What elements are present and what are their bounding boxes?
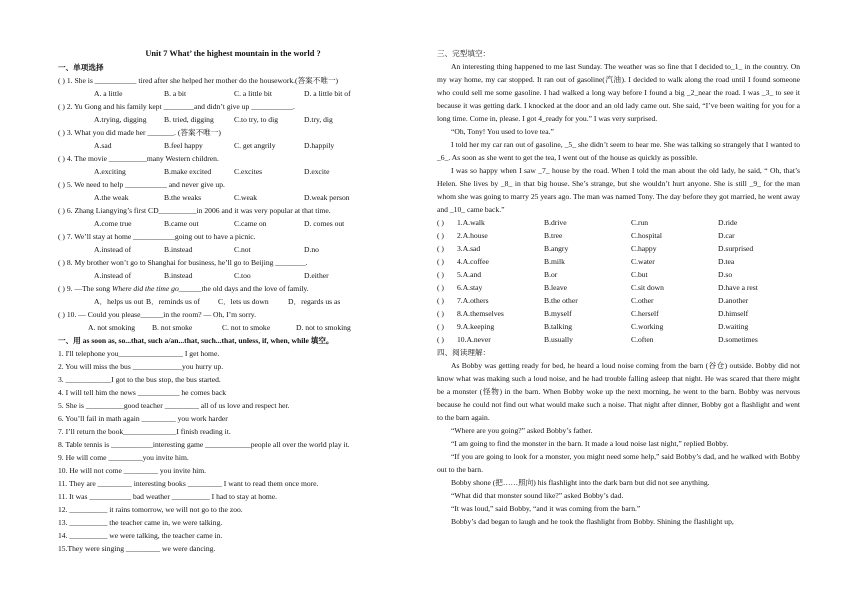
cloze-option-cell: B.drive <box>544 218 567 227</box>
cloze-option-cell: B.the other <box>544 296 578 305</box>
cloze-option-row <box>437 229 800 242</box>
right-column <box>437 47 800 528</box>
cloze-option-row <box>437 216 800 229</box>
cloze-option-cell: 9.A.keeping <box>457 322 495 331</box>
cloze-option-cell: C.often <box>631 335 654 344</box>
option-text: B.the weaks <box>164 193 202 202</box>
fill-in-sentence: 6. You’ll fail in math again _________ you work harder <box>58 414 228 423</box>
cloze-option-cell: C.working <box>631 322 664 331</box>
cloze-option-cell: D.car <box>718 231 735 240</box>
song-title: Where did the time go <box>112 284 179 293</box>
option-text: D.either <box>304 271 329 280</box>
fill-in-list <box>58 347 408 555</box>
cloze-paragraph: I was so happy when I saw _7_ house by the road. When I told the man about the old lady, he said, “ Oh, that’s Helen. She lives by _8_ in that big house. She’s strange, but she wouldn’t hurt anyone. She is still _9_ for the man whom she was going to marry 25 years ago. The man was named Tony. The day before they got married, he went away and _10_ came back.” <box>437 166 800 214</box>
cloze-option-cell: C.other <box>631 296 654 305</box>
question-item <box>58 230 408 256</box>
cloze-option-cell: ( ) <box>437 218 444 227</box>
cloze-option-cell: B.milk <box>544 257 565 266</box>
cloze-option-cell: D.sometimes <box>718 335 758 344</box>
fill-in-sentence: 15.They were singing _________ we were dancing. <box>58 544 216 553</box>
cloze-paragraph: An interesting thing happened to me last Sunday. The weather was so fine that I decided to_1_ in the country. On my way home, my car stopped. It ran out of gasoline(汽油). I decided to walk along the road until I found someone who could sell me some gasoline. I had walked a long way before I found a big _2_near the road. I was _3_ to see it because it was getting dark. I knocked at the door and an old lady came out. She said, “I’ve been waiting for you for a long time. Come in, please. I got 4_ready for you.” I was very surprised. <box>437 62 800 123</box>
section-reading-heading: 四、阅读理解： <box>437 348 491 357</box>
option-text: C.excites <box>234 167 263 176</box>
fill-in-sentence: 8. Table tennis is ___________interesting game ____________people all over the world play it. <box>58 440 350 449</box>
fill-in-sentence: 12. __________ it rains tomorrow, we will not go to the zoo. <box>58 505 243 514</box>
cloze-option-cell: C.sit down <box>631 283 664 292</box>
cloze-option-cell: C.but <box>631 270 648 279</box>
option-text: C. a little bit <box>234 89 272 98</box>
cloze-option-cell: C.happy <box>631 244 657 253</box>
fill-in-sentence: 9. He will come _________you invite him. <box>58 453 189 462</box>
reading-paragraph: “What did that monster sound like?” asked Bobby’s dad. <box>451 491 624 500</box>
question-text: ( ) 3. What you did made her _______. (答案不唯一) <box>58 128 221 137</box>
cloze-option-cell: ( ) <box>437 231 444 240</box>
cloze-option-row <box>437 294 800 307</box>
question-text: ( ) 2. Yu Gong and his family kept ________and didn’t give up ___________. <box>58 102 295 111</box>
option-text: C.to try, to dig <box>234 115 279 124</box>
cloze-options-list <box>437 216 800 346</box>
section-multiple-choice-heading: 一、单项选择 <box>58 63 104 72</box>
reading-paragraph: Bobby’s dad began to laugh and he took the flashlight from Bobby. Shining the flashlight up, <box>451 517 734 526</box>
cloze-option-cell: B.or <box>544 270 558 279</box>
option-text: B. a bit <box>164 89 187 98</box>
question-9-options: A．helps us out B．reminds us of C．lets us down D．regards us as <box>94 297 341 306</box>
cloze-option-row <box>437 268 800 281</box>
fill-in-sentence: 5. She is __________good teacher _________ all of us love and respect her. <box>58 401 290 410</box>
cloze-option-cell: B.myself <box>544 309 572 318</box>
reading-paragraph: Bobby shone (把……照向) his flashlight into the dark barn but did not see anything. <box>451 478 710 487</box>
reading-paragraph: As Bobby was getting ready for bed, he heard a loud noise coming from the barn (谷仓) outside. Bobby did not know what was making such a loud noise, and he had trouble falling asleep that night. He was scared that there might be a monster (怪物) in the barn. When Bobby woke up the next morning, he went to the barn. Bobby was nervous because he could not find out what would make such a noise. That night after dinner, Bobby got a flashlight and went to the barn again. <box>437 361 800 422</box>
cloze-paragraph: “Oh, Tony! You used to love tea.” <box>451 127 554 136</box>
question-item <box>58 74 408 100</box>
question-options <box>58 269 408 282</box>
option-text: A.exciting <box>94 167 126 176</box>
cloze-option-cell: ( ) <box>437 257 444 266</box>
option-text: A. a little <box>94 89 123 98</box>
cloze-option-cell: ( ) <box>437 283 444 292</box>
option-text: A.sad <box>94 141 112 150</box>
left-column <box>58 47 408 555</box>
reading-passage <box>437 359 800 528</box>
fill-in-sentence: 3. ____________I got to the bus stop, the bus started. <box>58 375 221 384</box>
option-text: A.instead of <box>94 245 132 254</box>
option-text: D.weak person <box>304 193 350 202</box>
cloze-option-cell: B.tree <box>544 231 563 240</box>
option-text: C.not <box>234 245 251 254</box>
fill-in-sentence: 10. He will not come _________ you invite him. <box>58 466 207 475</box>
question-options <box>58 87 408 100</box>
fill-in-sentence: 4. I will tell him the news ___________ he comes back <box>58 388 227 397</box>
cloze-option-cell: C.water <box>631 257 655 266</box>
option-text: A.trying, digging <box>94 115 147 124</box>
cloze-option-cell: D.waiting <box>718 322 749 331</box>
cloze-option-cell: D.so <box>718 270 733 279</box>
reading-paragraph: “If you are going to look for a monster, you might need some help,” said Bobby’s dad, and he walked with Bobby out to the barn. <box>437 452 800 474</box>
reading-paragraph: “It was loud,” said Bobby, “and it was coming from the barn.” <box>451 504 641 513</box>
option-text: B. tried, digging <box>164 115 214 124</box>
question-item <box>58 204 408 230</box>
option-text: B.feel happy <box>164 141 203 150</box>
question-options <box>58 165 408 178</box>
cloze-option-cell: 5.A.and <box>457 270 482 279</box>
question-options <box>58 113 408 126</box>
fill-in-sentence: 14. __________ we were talking, the teacher came in. <box>58 531 223 540</box>
cloze-option-cell: D.himself <box>718 309 749 318</box>
question-item <box>58 178 408 204</box>
option-text: D. comes out <box>304 219 345 228</box>
cloze-option-cell: C.hospital <box>631 231 663 240</box>
cloze-option-row <box>437 320 800 333</box>
cloze-option-cell: 3.A.sad <box>457 244 481 253</box>
option-text: C.came on <box>234 219 267 228</box>
cloze-option-cell: B.angry <box>544 244 569 253</box>
cloze-option-row <box>437 255 800 268</box>
cloze-option-cell: ( ) <box>437 270 444 279</box>
question-text: ( ) 8. My brother won’t go to Shanghai for business, he’ll go to Beijing ________. <box>58 258 308 267</box>
cloze-option-cell: 10.A.never <box>457 335 491 344</box>
option-text: D. a little bit of <box>304 89 351 98</box>
cloze-option-cell: D.tea <box>718 257 735 266</box>
cloze-option-cell: 2.A.house <box>457 231 488 240</box>
cloze-option-cell: D.surprised <box>718 244 754 253</box>
option-text: D.try, dig <box>304 115 333 124</box>
cloze-option-row <box>437 333 800 346</box>
cloze-option-cell: ( ) <box>437 322 444 331</box>
question-options <box>58 191 408 204</box>
question-text: ( ) 5. We need to help ___________ and never give up. <box>58 180 225 189</box>
cloze-option-cell: 6.A.stay <box>457 283 483 292</box>
option-text: B.make excited <box>164 167 212 176</box>
option-text: A.come true <box>94 219 132 228</box>
question-text: ( ) 4. The movie __________many Western children. <box>58 154 219 163</box>
cloze-option-row <box>437 242 800 255</box>
cloze-option-row <box>437 281 800 294</box>
question-options <box>58 217 408 230</box>
option-text: A.the weak <box>94 193 129 202</box>
cloze-option-cell: C.herself <box>631 309 659 318</box>
cloze-option-cell: D.another <box>718 296 749 305</box>
question-item <box>58 100 408 126</box>
cloze-option-cell: ( ) <box>437 296 444 305</box>
cloze-option-cell: B.talking <box>544 322 573 331</box>
option-text: B.came out <box>164 219 199 228</box>
question-text: ( ) 7. We’ll stay at home ___________going out to have a picnic. <box>58 232 256 241</box>
cloze-option-cell: B.leave <box>544 283 567 292</box>
option-text: C.weak <box>234 193 257 202</box>
section-cloze-heading: 三、完型填空： <box>437 49 491 58</box>
reading-paragraph: “I am going to find the monster in the barn. It made a loud noise last night,” replied Bobby. <box>451 439 729 448</box>
cloze-option-cell: 4.A.coffee <box>457 257 489 266</box>
cloze-option-row <box>437 307 800 320</box>
fill-in-sentence: 1. I'll telephone you_________________ I get home. <box>58 349 220 358</box>
question-item <box>58 256 408 282</box>
fill-in-sentence: 11. It was ___________ bad weather __________ I had to stay at home. <box>58 492 278 501</box>
option-text: D.no <box>304 245 319 254</box>
reading-paragraph: “Where are you going?” asked Bobby’s father. <box>451 426 593 435</box>
cloze-option-cell: ( ) <box>437 309 444 318</box>
question-options <box>58 243 408 256</box>
question-item <box>58 152 408 178</box>
option-text: A.instead of <box>94 271 132 280</box>
multiple-choice-list <box>58 74 408 282</box>
worksheet-title: Unit 7 What’ the highest mountain in the world ? <box>145 49 321 58</box>
cloze-option-cell: C.run <box>631 218 649 227</box>
fill-in-sentence: 13. __________ the teacher came in, we were talking. <box>58 518 223 527</box>
cloze-option-cell: B.usually <box>544 335 573 344</box>
question-text: ( ) 1. She is ___________ tired after she helped her mother do the housework.(答案不唯一) <box>58 76 339 85</box>
question-item <box>58 126 408 152</box>
question-options <box>58 139 408 152</box>
cloze-option-cell: D.ride <box>718 218 738 227</box>
fill-in-sentence: 11. They are _________ interesting books _________ I want to read them once more. <box>58 479 319 488</box>
section-conjunction-heading: 一、用 as soon as, so...that, such a/an...that, such...that, unless, if, when, while 填空。 <box>58 336 334 345</box>
question-10-options: A. not smoking B. not smoke C. not to smoke D. not to smoking <box>88 323 351 332</box>
option-text: D.excite <box>304 167 330 176</box>
cloze-option-cell: 1.A.walk <box>457 218 485 227</box>
question-9: ( ) 9. —The song Where did the time go______the old days and the love of family. A．helps us out B．reminds us of C．lets us down D．regards us as <box>58 282 408 308</box>
option-text: B.instead <box>164 271 193 280</box>
option-text: C. get angrily <box>234 141 276 150</box>
option-text: C.too <box>234 271 251 280</box>
cloze-option-cell: 8.A.themselves <box>457 309 504 318</box>
cloze-option-cell: D.have a rest <box>718 283 758 292</box>
option-text: D.happily <box>304 141 335 150</box>
fill-in-sentence: 7. I’ll return the book______________I finish reading it. <box>58 427 231 436</box>
option-text: B.instead <box>164 245 193 254</box>
fill-in-sentence: 2. You will miss the bus _____________you hurry up. <box>58 362 224 371</box>
question-text: ( ) 6. Zhang Liangying’s first CD__________in 2006 and it was very popular at that time. <box>58 206 331 215</box>
cloze-option-cell: ( ) <box>437 244 444 253</box>
cloze-paragraph: I told her my car ran out of gasoline, _5_ she didn’t seem to hear me. She was talking so strangely that I wanted to _6_. As soon as she went to get the tea, I went out of the house as quickly as possible. <box>437 140 800 162</box>
cloze-option-cell: 7.A.others <box>457 296 489 305</box>
cloze-option-cell: ( ) <box>437 335 444 344</box>
question-10: ( ) 10. — Could you please______in the room? — Oh, I’m sorry. A. not smoking B. not smoke C. not to smoke D. not to smoking <box>58 308 408 334</box>
